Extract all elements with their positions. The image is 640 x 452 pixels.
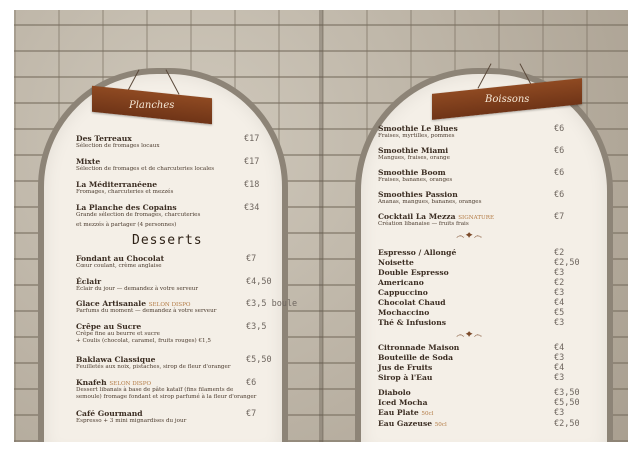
item-price: €34	[244, 203, 260, 213]
ornament-divider: ෴✦෴	[456, 330, 484, 340]
menu-item: La Planche des Copains Grande sélection de fromages, charcuteries et mezzés à partager (4 personnes)	[76, 203, 201, 228]
item-price: €7	[246, 409, 257, 419]
menu-item: Glace Artisanale SELON DISPO Parfums du moment — demandez à votre serveur	[76, 299, 217, 314]
menu-item: Éclair Éclair du jour — demandez à votre serveur	[76, 277, 199, 292]
item-price: €7	[246, 254, 257, 264]
drink-name: Mochaccino	[378, 308, 430, 317]
item-price: €3	[554, 353, 565, 363]
menu-item: La Méditerranéene Fromages, charcuteries et mezzés	[76, 180, 174, 195]
menu-item: Café Gourmand Espresso + 3 mini mignardises du jour	[76, 409, 187, 424]
item-price: €18	[244, 180, 260, 190]
item-price: €5,50	[246, 355, 272, 365]
drink-name: Sirop à l'Eau	[378, 373, 433, 382]
menu-item: Fondant au Chocolat Cœur coulant, crème anglaise	[76, 254, 165, 269]
menu-item: Cocktail La Mezza SIGNATURE Création libanaise — fruits frais	[378, 212, 495, 227]
item-price: €3	[554, 408, 565, 418]
item-price: €2,50	[554, 419, 580, 429]
item-price: €2	[554, 278, 565, 288]
item-price: €3	[554, 268, 565, 278]
drink-name: Double Espresso	[378, 268, 449, 277]
availability-tag: SELON DISPO	[109, 381, 152, 387]
ornament-divider: ෴✦෴	[456, 231, 484, 241]
item-price: €3,5	[246, 322, 267, 332]
item-price: €3	[554, 318, 565, 328]
drink-name: Eau Plate 50cl	[378, 408, 434, 417]
menu-item: Smoothies Passion Ananas, mangues, bananes, oranges	[378, 190, 482, 205]
item-price: €2	[554, 248, 565, 258]
drink-name: Citronnade Maison	[378, 343, 460, 352]
item-price: €6	[554, 146, 565, 156]
availability-tag: SELON DISPO	[148, 302, 191, 308]
item-price: €6	[554, 124, 565, 134]
menu-item: Smoothie Le Blues Fraises, myrtilles, pommes	[378, 124, 458, 139]
menu-item: Mixte Sélection de fromages et de charcuteries locales	[76, 157, 215, 172]
drink-name: Noisette	[378, 258, 414, 267]
item-price: €6	[554, 168, 565, 178]
page-fold	[319, 10, 323, 442]
menu-page	[14, 10, 628, 442]
volume-tag: 50cl	[434, 422, 447, 428]
item-price: €17	[244, 157, 260, 167]
item-price: €4	[554, 343, 565, 353]
item-price: €4	[554, 298, 565, 308]
item-price: €6	[246, 378, 257, 388]
menu-item: Crêpe au Sucre Crêpe fine au beurre et sucre + Coulis (chocolat, caramel, fruits rouges) €1,5	[76, 322, 211, 344]
drink-name: Chocolat Chaud	[378, 298, 446, 307]
item-price: €3	[554, 288, 565, 298]
drink-name: Eau Gazeuse 50cl	[378, 419, 447, 428]
item-price: €3,5 boule	[246, 299, 298, 309]
drink-name: Cappuccino	[378, 288, 428, 297]
menu-item: Smoothie Boom Fraises, bananes, oranges	[378, 168, 453, 183]
volume-tag: 50cl	[421, 411, 434, 417]
drink-name: Diabolo	[378, 388, 411, 397]
boissons-banner: Boissons	[432, 78, 582, 120]
item-price: €5	[554, 308, 565, 318]
item-price: €3	[554, 373, 565, 383]
drink-name: Bouteille de Soda	[378, 353, 454, 362]
signature-tag: SIGNATURE	[458, 215, 495, 221]
menu-item: Smoothie Miami Mangues, fraises, orange	[378, 146, 450, 161]
planches-banner: Planches	[92, 86, 212, 125]
menu-item: Knafeh SELON DISPO Dessert libanais à base de pâte kataïf (fins filaments de semoule) fromage fondant et sirop parfumé à la fleur d'oranger	[76, 378, 257, 400]
drink-name: Thé & Infusions	[378, 318, 447, 327]
item-price: €4	[554, 363, 565, 373]
drink-name: Jus de Fruits	[378, 363, 433, 372]
item-price: €2,50	[554, 258, 580, 268]
menu-item: Des Terreaux Sélection de fromages locaux	[76, 134, 160, 149]
drink-name: Espresso / Allongé	[378, 248, 457, 257]
menu-item: Baklawa Classique Feuilletés aux noix, pistaches, sirop de fleur d'oranger	[76, 355, 231, 370]
item-price: €17	[244, 134, 260, 144]
item-price: €3,50	[554, 388, 580, 398]
item-price: €6	[554, 190, 565, 200]
desserts-heading: Desserts	[132, 233, 203, 248]
item-price: €4,50	[246, 277, 272, 287]
item-price: €7	[554, 212, 565, 222]
drink-name: Americano	[378, 278, 424, 287]
item-price: €5,50	[554, 398, 580, 408]
drink-name: Iced Mocha	[378, 398, 428, 407]
